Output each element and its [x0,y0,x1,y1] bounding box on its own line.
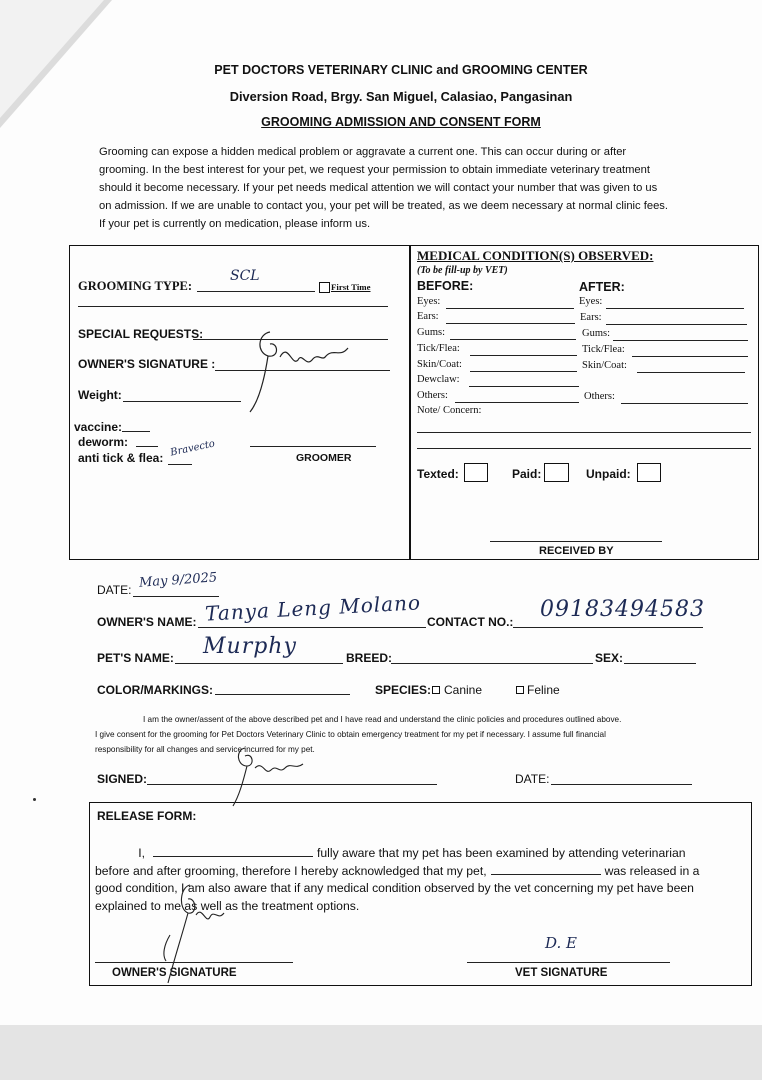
date-value: May 9/2025 [138,570,218,591]
grooming-type-value: SCL [230,268,260,284]
after-tickflea-field[interactable] [632,356,748,357]
before-eyes-field[interactable] [446,308,574,309]
after-skincoat-field[interactable] [637,372,745,373]
before-tickflea-field[interactable] [470,355,577,356]
before-tickflea-label: Tick/Flea: [417,343,460,354]
before-dewclaw-label: Dewclaw: [417,374,460,385]
received-by-label: RECEIVED BY [539,545,614,557]
canine-label: Canine [444,683,483,697]
release-line-3: good condition, I am also aware that if any medical condition observed by the vet concerning my pet have been [95,881,694,895]
vet-signature-label: VET SIGNATURE [515,967,608,979]
grooming-type-label: GROOMING TYPE: [78,279,193,293]
color-markings-field[interactable] [215,694,350,695]
vaccine-label: vaccine: [74,420,123,434]
after-others-label: Others: [584,391,615,402]
vet-signature-line[interactable] [467,962,670,963]
signed-signature-scribble [225,740,325,810]
consent-line: I give consent for the grooming for Pet Doctors Veterinary Clinic to obtain emergency treatment for my pet if necessary. I assume full financial [95,730,606,739]
medical-subtitle: (To be fill-up by VET) [417,265,508,276]
before-gums-label: Gums: [417,327,446,338]
after-gums-label: Gums: [582,328,611,339]
intro-paragraph [99,143,719,233]
received-by-line[interactable] [490,541,662,542]
before-skincoat-field[interactable] [470,371,577,372]
sex-field[interactable] [624,663,696,664]
after-label: AFTER: [579,280,625,294]
species-label: SPECIES: [375,683,432,697]
contact-no-field[interactable] [513,627,703,628]
anti-tick-value: Bravecto [169,438,216,459]
intro-line: should it become necessary. If your pet needs medical attention we will contact your number that was given to us [99,182,658,194]
after-eyes-label: Eyes: [579,296,603,307]
sex-label: SEX: [595,651,624,665]
release-line-1: I, fully aware that my pet has been examined by attending veterinarian [138,846,686,860]
release-owner-name-field[interactable] [153,845,313,857]
signed-date-field[interactable] [551,784,692,785]
scan-margin [0,1025,762,1080]
texted-checkbox[interactable] [464,463,488,482]
owner-name-label: OWNER'S NAME: [97,615,197,629]
consent-line: I am the owner/assent of the above described pet and I have read and understand the clinic policies and procedures outlined above. [143,715,622,724]
note-line-1[interactable] [417,432,751,433]
after-others-field[interactable] [621,403,748,404]
breed-label: BREED: [346,651,393,665]
groomer-signature-line[interactable] [250,446,376,447]
intro-line: on admission. If we are unable to contact you, your pet will be treated, as we deem necessary at normal clinic fees. [99,200,668,212]
pets-name-label: PET'S NAME: [97,651,174,665]
date-label: DATE: [97,583,132,597]
anti-tick-field[interactable] [168,464,192,465]
signed-label: SIGNED: [97,772,148,786]
release-signature-scribble [150,875,240,990]
before-ears-label: Ears: [417,311,439,322]
first-time-checkbox[interactable] [319,282,330,293]
before-eyes-label: Eyes: [417,296,441,307]
before-dewclaw-field[interactable] [469,386,579,387]
after-tickflea-label: Tick/Flea: [582,344,625,355]
intro-line: If your pet is currently on medication, please inform us. [99,218,371,230]
groomer-label: GROOMER [296,452,352,464]
pets-name-value: Murphy [203,634,297,659]
grooming-type-field[interactable] [197,291,315,292]
feline-label: Feline [527,683,560,697]
release-line-2: before and after grooming, therefore I hereby acknowledged that my pet, was released in a [95,863,700,878]
clinic-address: Diversion Road, Brgy. San Miguel, Calasiao, Pangasinan [229,89,573,104]
first-time-label: First Time [331,282,371,292]
contact-no-value: 09183494583 [540,597,705,622]
panel-divider [409,245,411,560]
note-concern-label: Note/ Concern: [417,405,482,416]
note-line-2[interactable] [417,448,751,449]
weight-label: Weight: [78,388,122,402]
after-gums-field[interactable] [613,340,748,341]
after-eyes-field[interactable] [606,308,744,309]
after-ears-field[interactable] [606,324,747,325]
before-label: BEFORE: [417,279,474,293]
before-ears-field[interactable] [446,323,575,324]
deworm-label: deworm: [78,435,129,449]
vaccine-field[interactable] [122,431,150,432]
vet-initials: D. E [545,934,577,952]
release-title: RELEASE FORM: [97,809,197,823]
signed-date-label: DATE: [515,772,550,786]
release-line-4: explained to me as well as the treatment options. [95,898,360,913]
form-title: GROOMING ADMISSION AND CONSENT FORM [261,115,541,129]
anti-tick-label: anti tick & flea: [78,451,164,465]
deworm-field[interactable] [136,446,158,447]
after-ears-label: Ears: [580,312,602,323]
consent-line: responsibility for all changes and service incurred for my pet. [95,745,315,754]
after-skincoat-label: Skin/Coat: [582,360,627,371]
feline-checkbox[interactable] [516,686,524,694]
unpaid-label: Unpaid: [586,467,631,481]
release-owner-signature-label: OWNER'S SIGNATURE [112,967,237,979]
consent-paragraph [95,712,715,757]
stray-mark [33,798,36,801]
release-pet-name-field[interactable] [491,863,601,875]
breed-field[interactable] [391,663,593,664]
weight-field[interactable] [123,401,241,402]
pets-name-field[interactable] [175,663,343,664]
owner-name-value: Tanya Leng Molano [204,590,422,626]
clinic-name: PET DOCTORS VETERINARY CLINIC and GROOMING CENTER [214,63,588,77]
texted-label: Texted: [417,467,459,481]
date-field[interactable] [133,596,219,597]
before-others-label: Others: [417,390,448,401]
canine-checkbox[interactable] [432,686,440,694]
grooming-type-extra-line[interactable] [78,306,388,307]
owner-signature-scribble [230,312,360,422]
before-others-field[interactable] [455,402,579,403]
intro-line: grooming. In the best interest for your pet, we request your permission to obtain immediate veterinary treatment [99,164,650,176]
intro-line: Grooming can expose a hidden medical problem or aggravate a current one. This can occur during or after [99,146,627,158]
color-markings-label: COLOR/MARKINGS: [97,683,213,697]
before-gums-field[interactable] [450,339,576,340]
special-requests-label: SPECIAL REQUESTS: [78,327,204,341]
medical-title: MEDICAL CONDITION(S) OBSERVED: [417,248,654,263]
contact-no-label: CONTACT NO.: [427,615,514,629]
owner-name-field[interactable] [198,627,426,628]
paid-checkbox[interactable] [544,463,569,482]
before-skincoat-label: Skin/Coat: [417,359,462,370]
owner-signature-label: OWNER'S SIGNATURE : [78,357,216,371]
unpaid-checkbox[interactable] [637,463,661,482]
paid-label: Paid: [512,467,542,481]
